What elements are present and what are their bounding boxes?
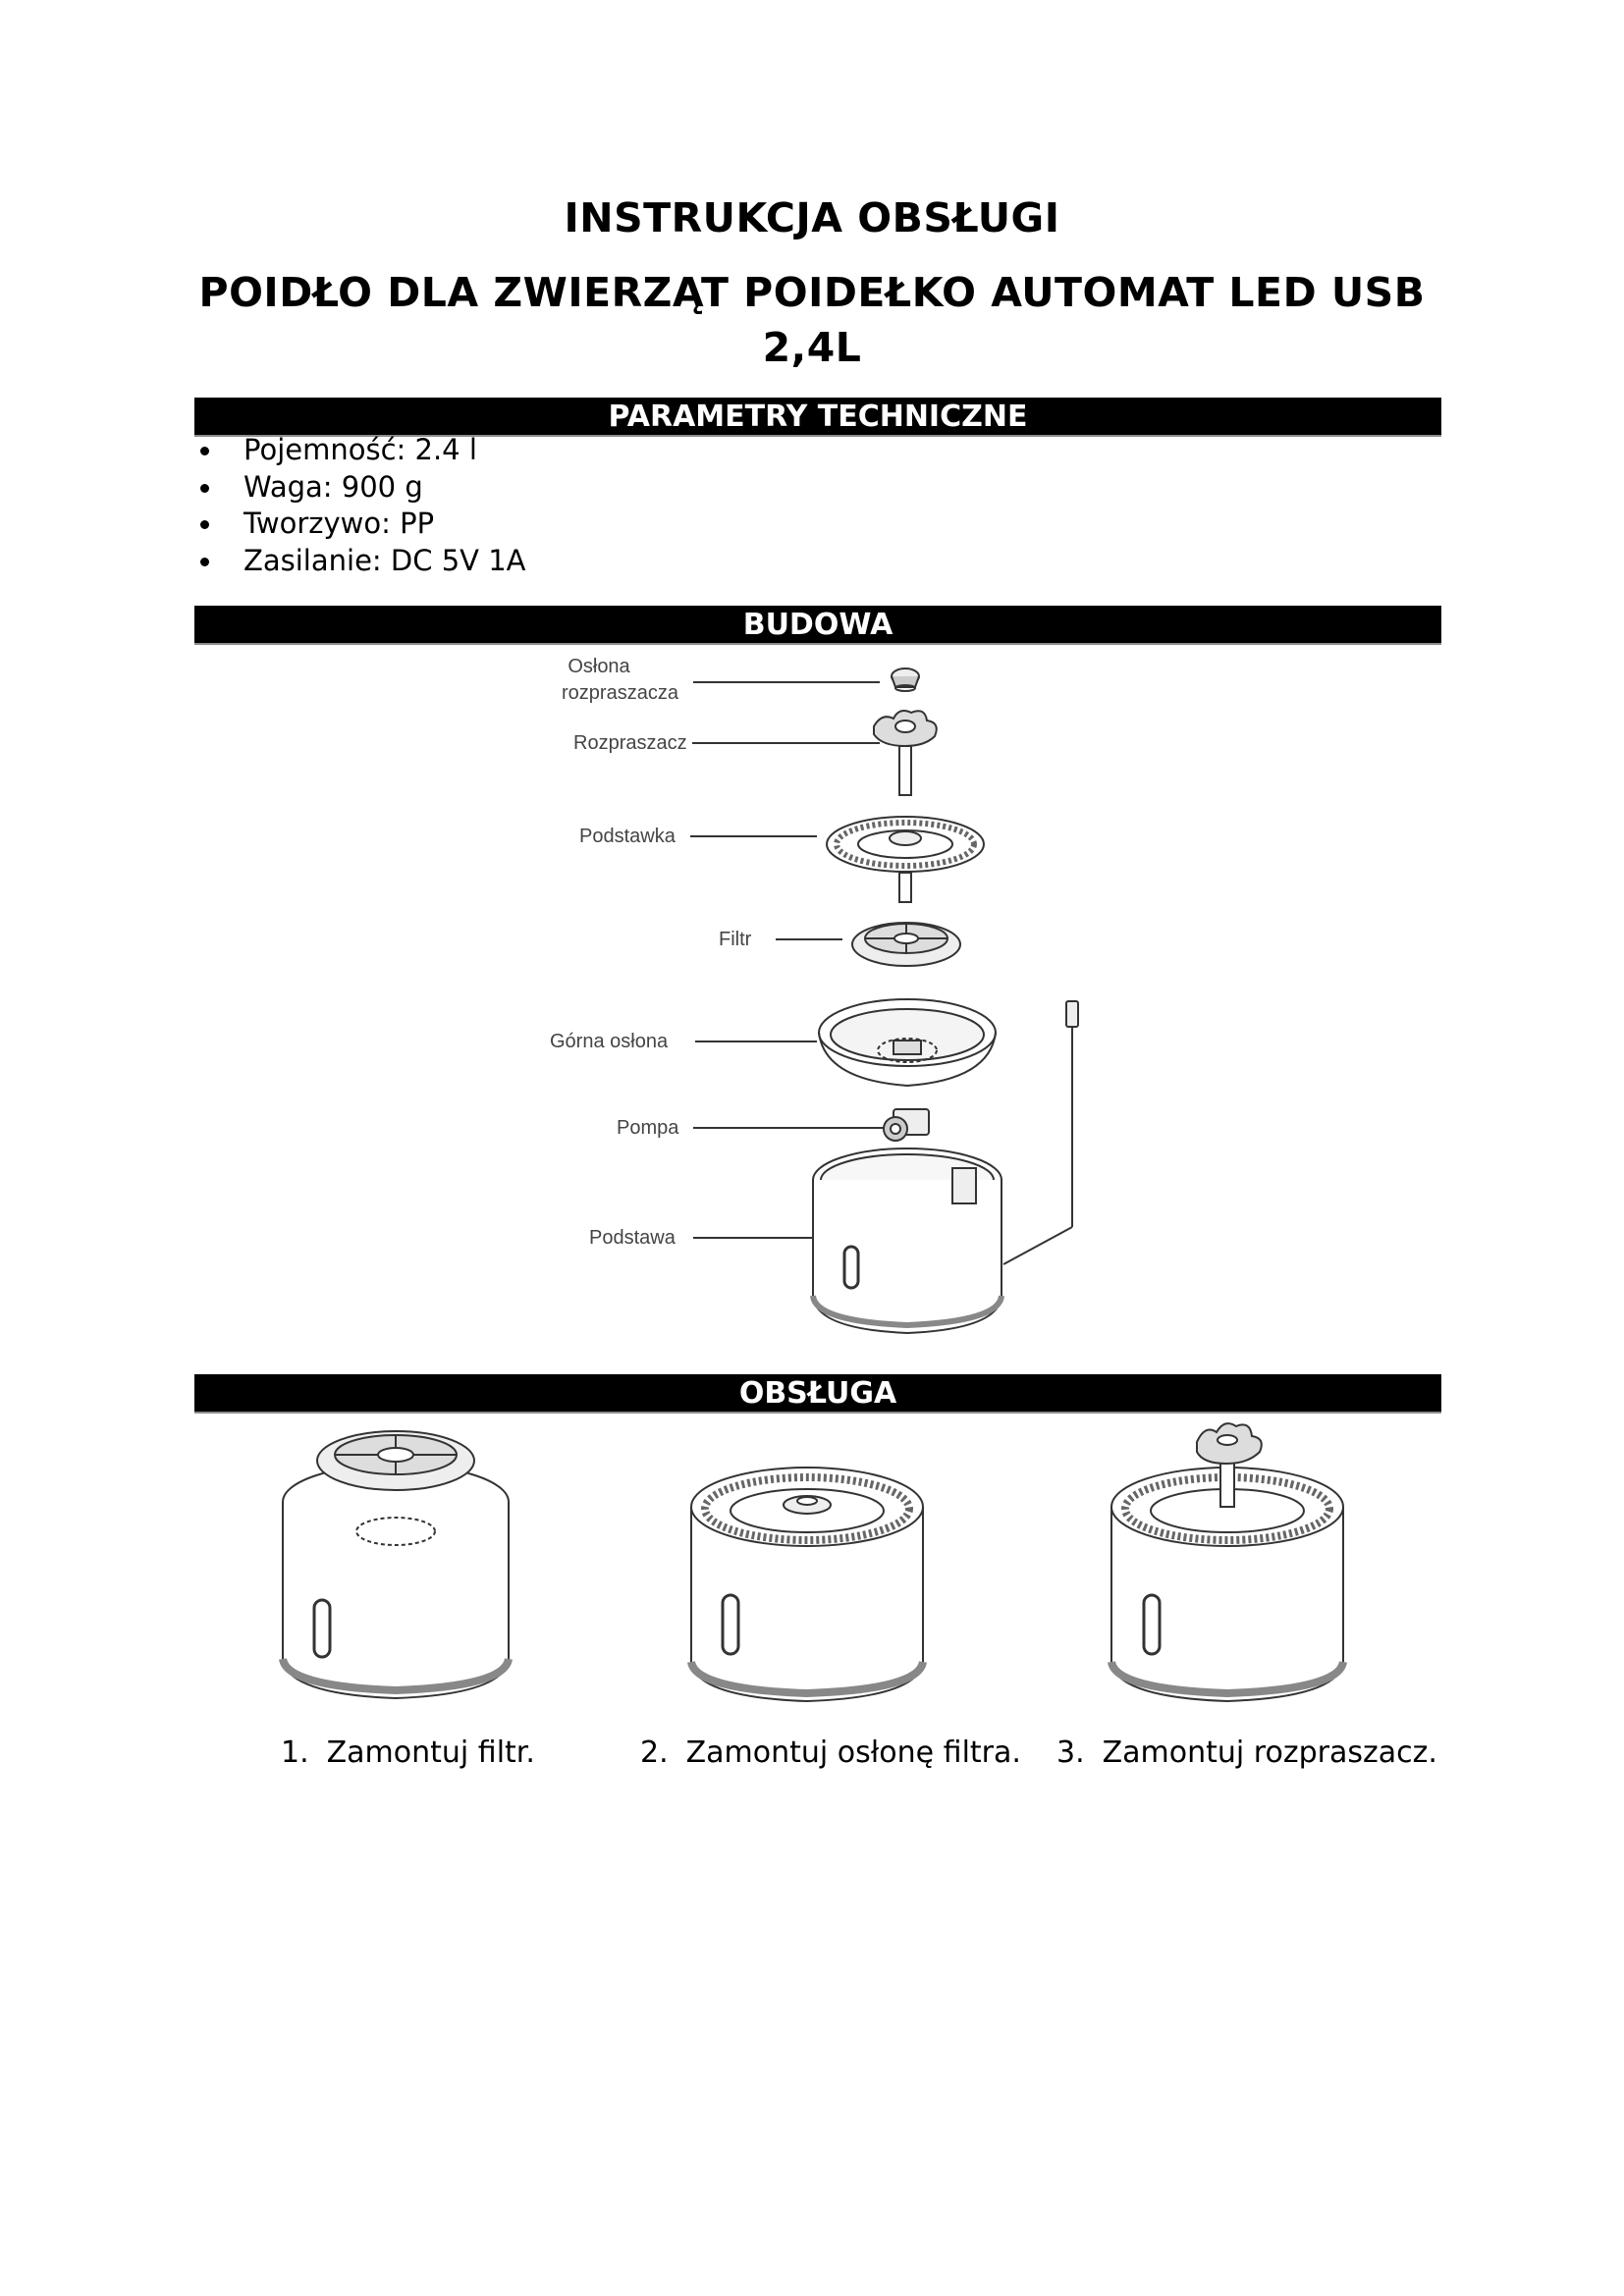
product-title: POIDŁO DLA ZWIERZĄT POIDEŁKO AUTOMAT LED USB	[198, 269, 1426, 316]
step-caption-2	[640, 1735, 1021, 1770]
spec-list	[194, 432, 526, 579]
section-header-operation: OBSŁUGA	[194, 1374, 1441, 1412]
label-stand: Podstawka	[579, 826, 676, 847]
bullet-icon	[200, 558, 209, 566]
step-text: Zamontuj filtr.	[326, 1735, 535, 1770]
exploded-diagram	[520, 648, 1110, 1345]
label-diffuser-cover-2: rozpraszacza	[562, 682, 678, 704]
product-title-capacity: 2,4L	[762, 324, 862, 371]
spec-item: Pojemność: 2.4 l	[194, 432, 526, 469]
section-divider	[194, 643, 1441, 645]
diffuser-cover-icon	[892, 668, 919, 691]
step-number: 1.	[281, 1735, 309, 1770]
step-caption-1	[281, 1735, 535, 1770]
diffuser-icon	[874, 711, 937, 795]
step-number: 3.	[1056, 1735, 1085, 1770]
stand-icon	[827, 817, 984, 902]
label-filter: Filtr	[719, 929, 752, 950]
step1-illustration	[263, 1423, 528, 1708]
bullet-icon	[200, 447, 209, 455]
label-diffuser: Rozpraszacz	[573, 732, 687, 754]
step2-illustration	[677, 1448, 938, 1708]
label-pump: Pompa	[617, 1117, 679, 1139]
step-text: Zamontuj rozpraszacz.	[1102, 1735, 1437, 1770]
base-icon	[813, 1148, 1001, 1333]
spec-item: Zasilanie: DC 5V 1A	[194, 543, 526, 580]
step-caption-3	[1056, 1735, 1437, 1770]
step-text: Zamontuj osłonę filtra.	[685, 1735, 1021, 1770]
pump-icon	[884, 1109, 929, 1141]
document-title: INSTRUKCJA OBSŁUGI	[564, 194, 1060, 241]
label-top-cover: Górna osłona	[550, 1031, 669, 1052]
section-header-construction: BUDOWA	[194, 606, 1441, 643]
step3-illustration	[1095, 1418, 1360, 1708]
section-header-parameters: PARAMETRY TECHNICZNE	[194, 398, 1441, 435]
label-base: Podstawa	[589, 1227, 676, 1249]
top-cover-icon	[819, 999, 996, 1086]
bullet-icon	[200, 520, 209, 529]
section-divider	[194, 1412, 1441, 1414]
spec-item: Waga: 900 g	[194, 469, 526, 507]
bullet-icon	[200, 484, 209, 493]
step-number: 2.	[640, 1735, 669, 1770]
usb-cable-icon	[1003, 1001, 1078, 1264]
label-diffuser-cover-1: Osłona	[568, 656, 630, 677]
filter-icon	[852, 923, 960, 966]
spec-item: Tworzywo: PP	[194, 506, 526, 543]
